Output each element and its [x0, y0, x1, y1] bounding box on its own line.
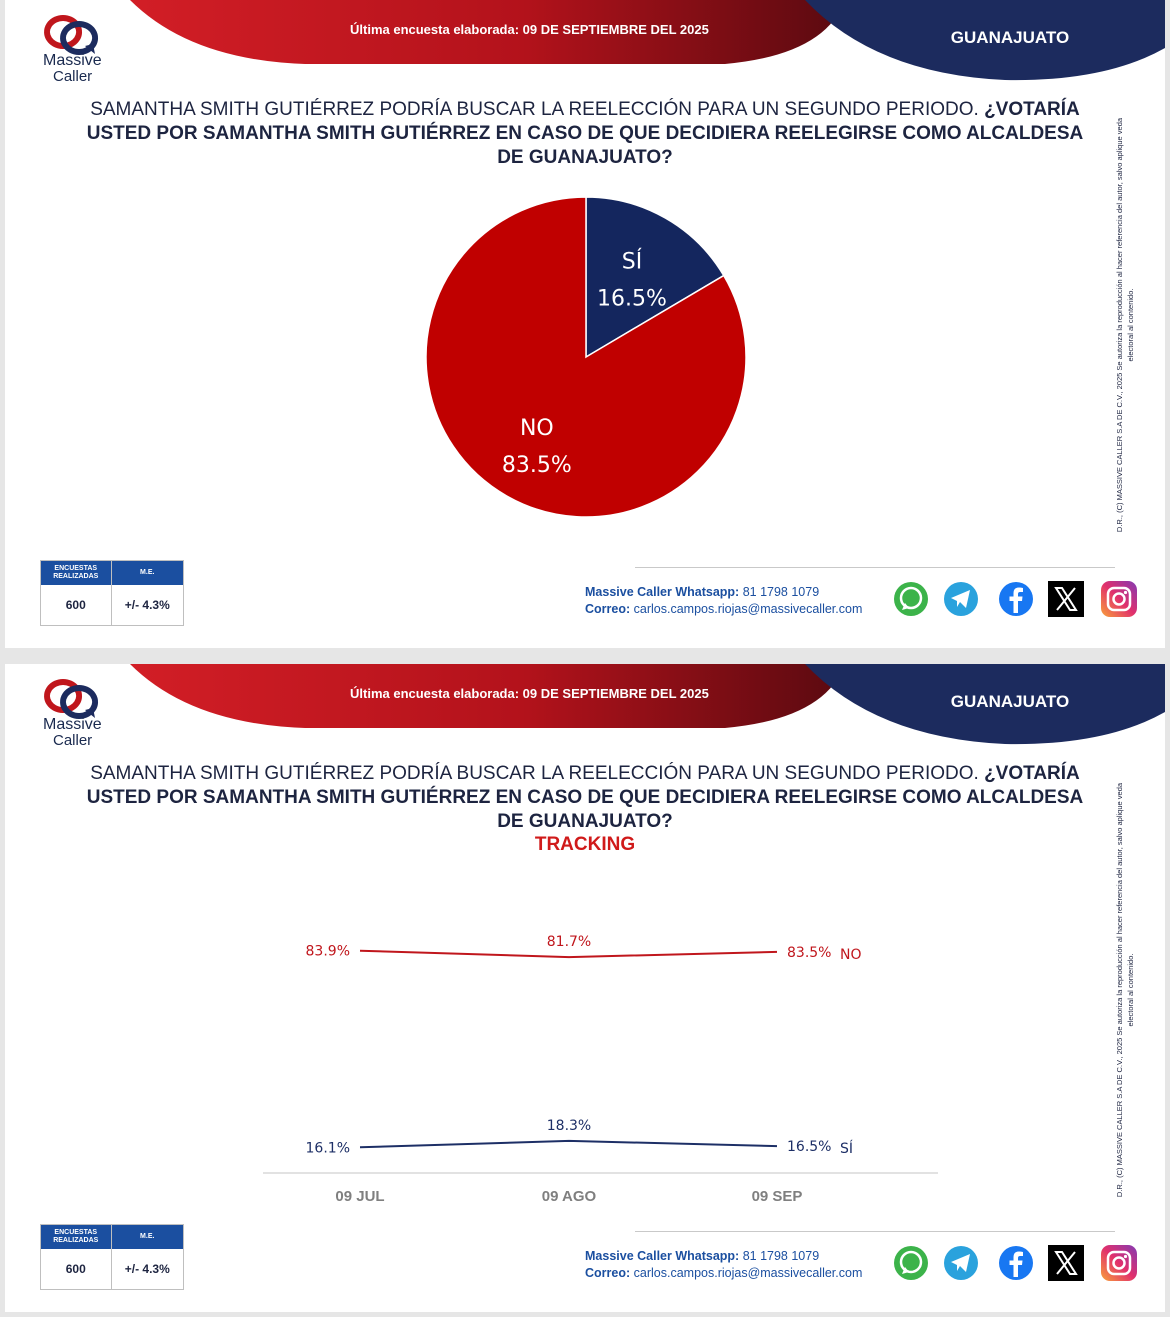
whatsapp-label: Massive Caller Whatsapp: [585, 585, 740, 599]
region-label: GUANAJUATO [950, 692, 1070, 711]
pie-chart [405, 190, 765, 530]
question-bold: ¿VOTARÍA USTED POR SAMANTHA SMITH GUTIÉRREZ EN CASO DE QUE DECIDIERA REELEGIRSE COMO ALCALDESA DE GUANAJUATO? [86, 763, 1084, 832]
facebook-icon[interactable] [997, 1244, 1035, 1282]
logo-text-massive: Massive [43, 716, 102, 733]
x-tick-label: 09 AGO [541, 1188, 597, 1205]
x-icon[interactable] [1047, 580, 1085, 618]
data-label-no: 83.9% [305, 943, 350, 960]
tracking-title: TRACKING [534, 834, 636, 855]
region-label: GUANAJUATO [950, 28, 1070, 47]
x-tick-label: 09 SEP [751, 1188, 803, 1205]
series-line-no [360, 951, 777, 957]
whatsapp-icon[interactable] [892, 1244, 930, 1282]
stats-me-value: +/- 4.3% [124, 1262, 170, 1276]
header-banner [5, 0, 1165, 100]
data-label-no: 81.7% [546, 934, 592, 951]
stats-header-me: M.E. [140, 1233, 155, 1240]
copyright-notice: D.R., (C) MASSIVE CALLER S.A DE C.V., 2025 Se autoriza la reproducción al hacer referencia del autor, salvo aplique veda electoral al contenido. [1115, 782, 1135, 1198]
question-text [75, 98, 1095, 170]
email-label: Correo: [585, 1266, 631, 1280]
data-label-no: 83.5% [787, 944, 832, 961]
data-label-si: 16.1% [305, 1140, 350, 1157]
stats-table [40, 560, 184, 626]
instagram-icon[interactable] [1100, 1244, 1138, 1282]
survey-date: Última encuesta elaborada: 09 DE SEPTIEMBRE DEL 2025 [350, 22, 709, 37]
whatsapp-number: 81 1798 1079 [742, 1249, 820, 1263]
stats-header-me: M.E. [140, 569, 155, 576]
stats-header-surveys: ENCUESTAS REALIZADAS [41, 561, 112, 585]
pie-slide [5, 0, 1165, 648]
data-label-si: 18.3% [546, 1117, 592, 1134]
footer-divider [635, 567, 1115, 568]
whatsapp-label: Massive Caller Whatsapp: [585, 1249, 740, 1263]
email-address: carlos.campos.riojas@massivecaller.com [633, 602, 863, 616]
contact-info [585, 584, 862, 618]
email-address: carlos.campos.riojas@massivecaller.com [633, 1266, 863, 1280]
series-name-si: SÍ [840, 1141, 854, 1158]
pie-value-si: 16.5% [597, 286, 667, 312]
telegram-icon[interactable] [942, 580, 980, 618]
stats-surveys-value: 600 [41, 585, 112, 625]
logo-text-massive: Massive [43, 52, 102, 69]
pie-label-si: SÍ [621, 249, 643, 275]
x-icon[interactable] [1047, 1244, 1085, 1282]
footer-divider [635, 1231, 1115, 1232]
series-name-no: NO [840, 946, 862, 963]
data-label-si: 16.5% [787, 1139, 832, 1156]
stats-surveys-value: 600 [41, 1249, 112, 1289]
pie-value-no: 83.5% [501, 453, 572, 479]
whatsapp-icon[interactable] [892, 580, 930, 618]
x-tick-label: 09 JUL [335, 1188, 385, 1205]
instagram-icon[interactable] [1100, 580, 1138, 618]
tracking-slide [5, 664, 1165, 1312]
survey-date: Última encuesta elaborada: 09 DE SEPTIEMBRE DEL 2025 [350, 686, 709, 701]
stats-me-value: +/- 4.3% [124, 598, 170, 612]
logo-text-caller: Caller [53, 732, 93, 749]
whatsapp-number: 81 1798 1079 [742, 585, 820, 599]
email-label: Correo: [585, 602, 631, 616]
telegram-icon[interactable] [942, 1244, 980, 1282]
question-bold: ¿VOTARÍA USTED POR SAMANTHA SMITH GUTIÉRREZ EN CASO DE QUE DECIDIERA REELEGIRSE COMO ALCALDESA DE GUANAJUATO? [86, 99, 1084, 168]
copyright-notice: D.R., (C) MASSIVE CALLER S.A DE C.V., 2025 Se autoriza la reproducción al hacer referencia del autor, salvo aplique veda electoral al contenido. [1115, 117, 1135, 533]
pie-label-no: NO [519, 416, 554, 442]
question-regular: SAMANTHA SMITH GUTIÉRREZ PODRÍA BUSCAR LA REELECCIÓN PARA UN SEGUNDO PERIODO. [90, 99, 985, 120]
contact-info [585, 1248, 862, 1282]
stats-table [40, 1224, 184, 1290]
facebook-icon[interactable] [997, 580, 1035, 618]
logo-text-caller: Caller [53, 68, 93, 85]
series-line-si [360, 1141, 777, 1147]
tracking-line-chart [5, 664, 1165, 1312]
question-regular: SAMANTHA SMITH GUTIÉRREZ PODRÍA BUSCAR LA REELECCIÓN PARA UN SEGUNDO PERIODO. [90, 763, 985, 784]
stats-header-surveys: ENCUESTAS REALIZADAS [41, 1225, 112, 1249]
